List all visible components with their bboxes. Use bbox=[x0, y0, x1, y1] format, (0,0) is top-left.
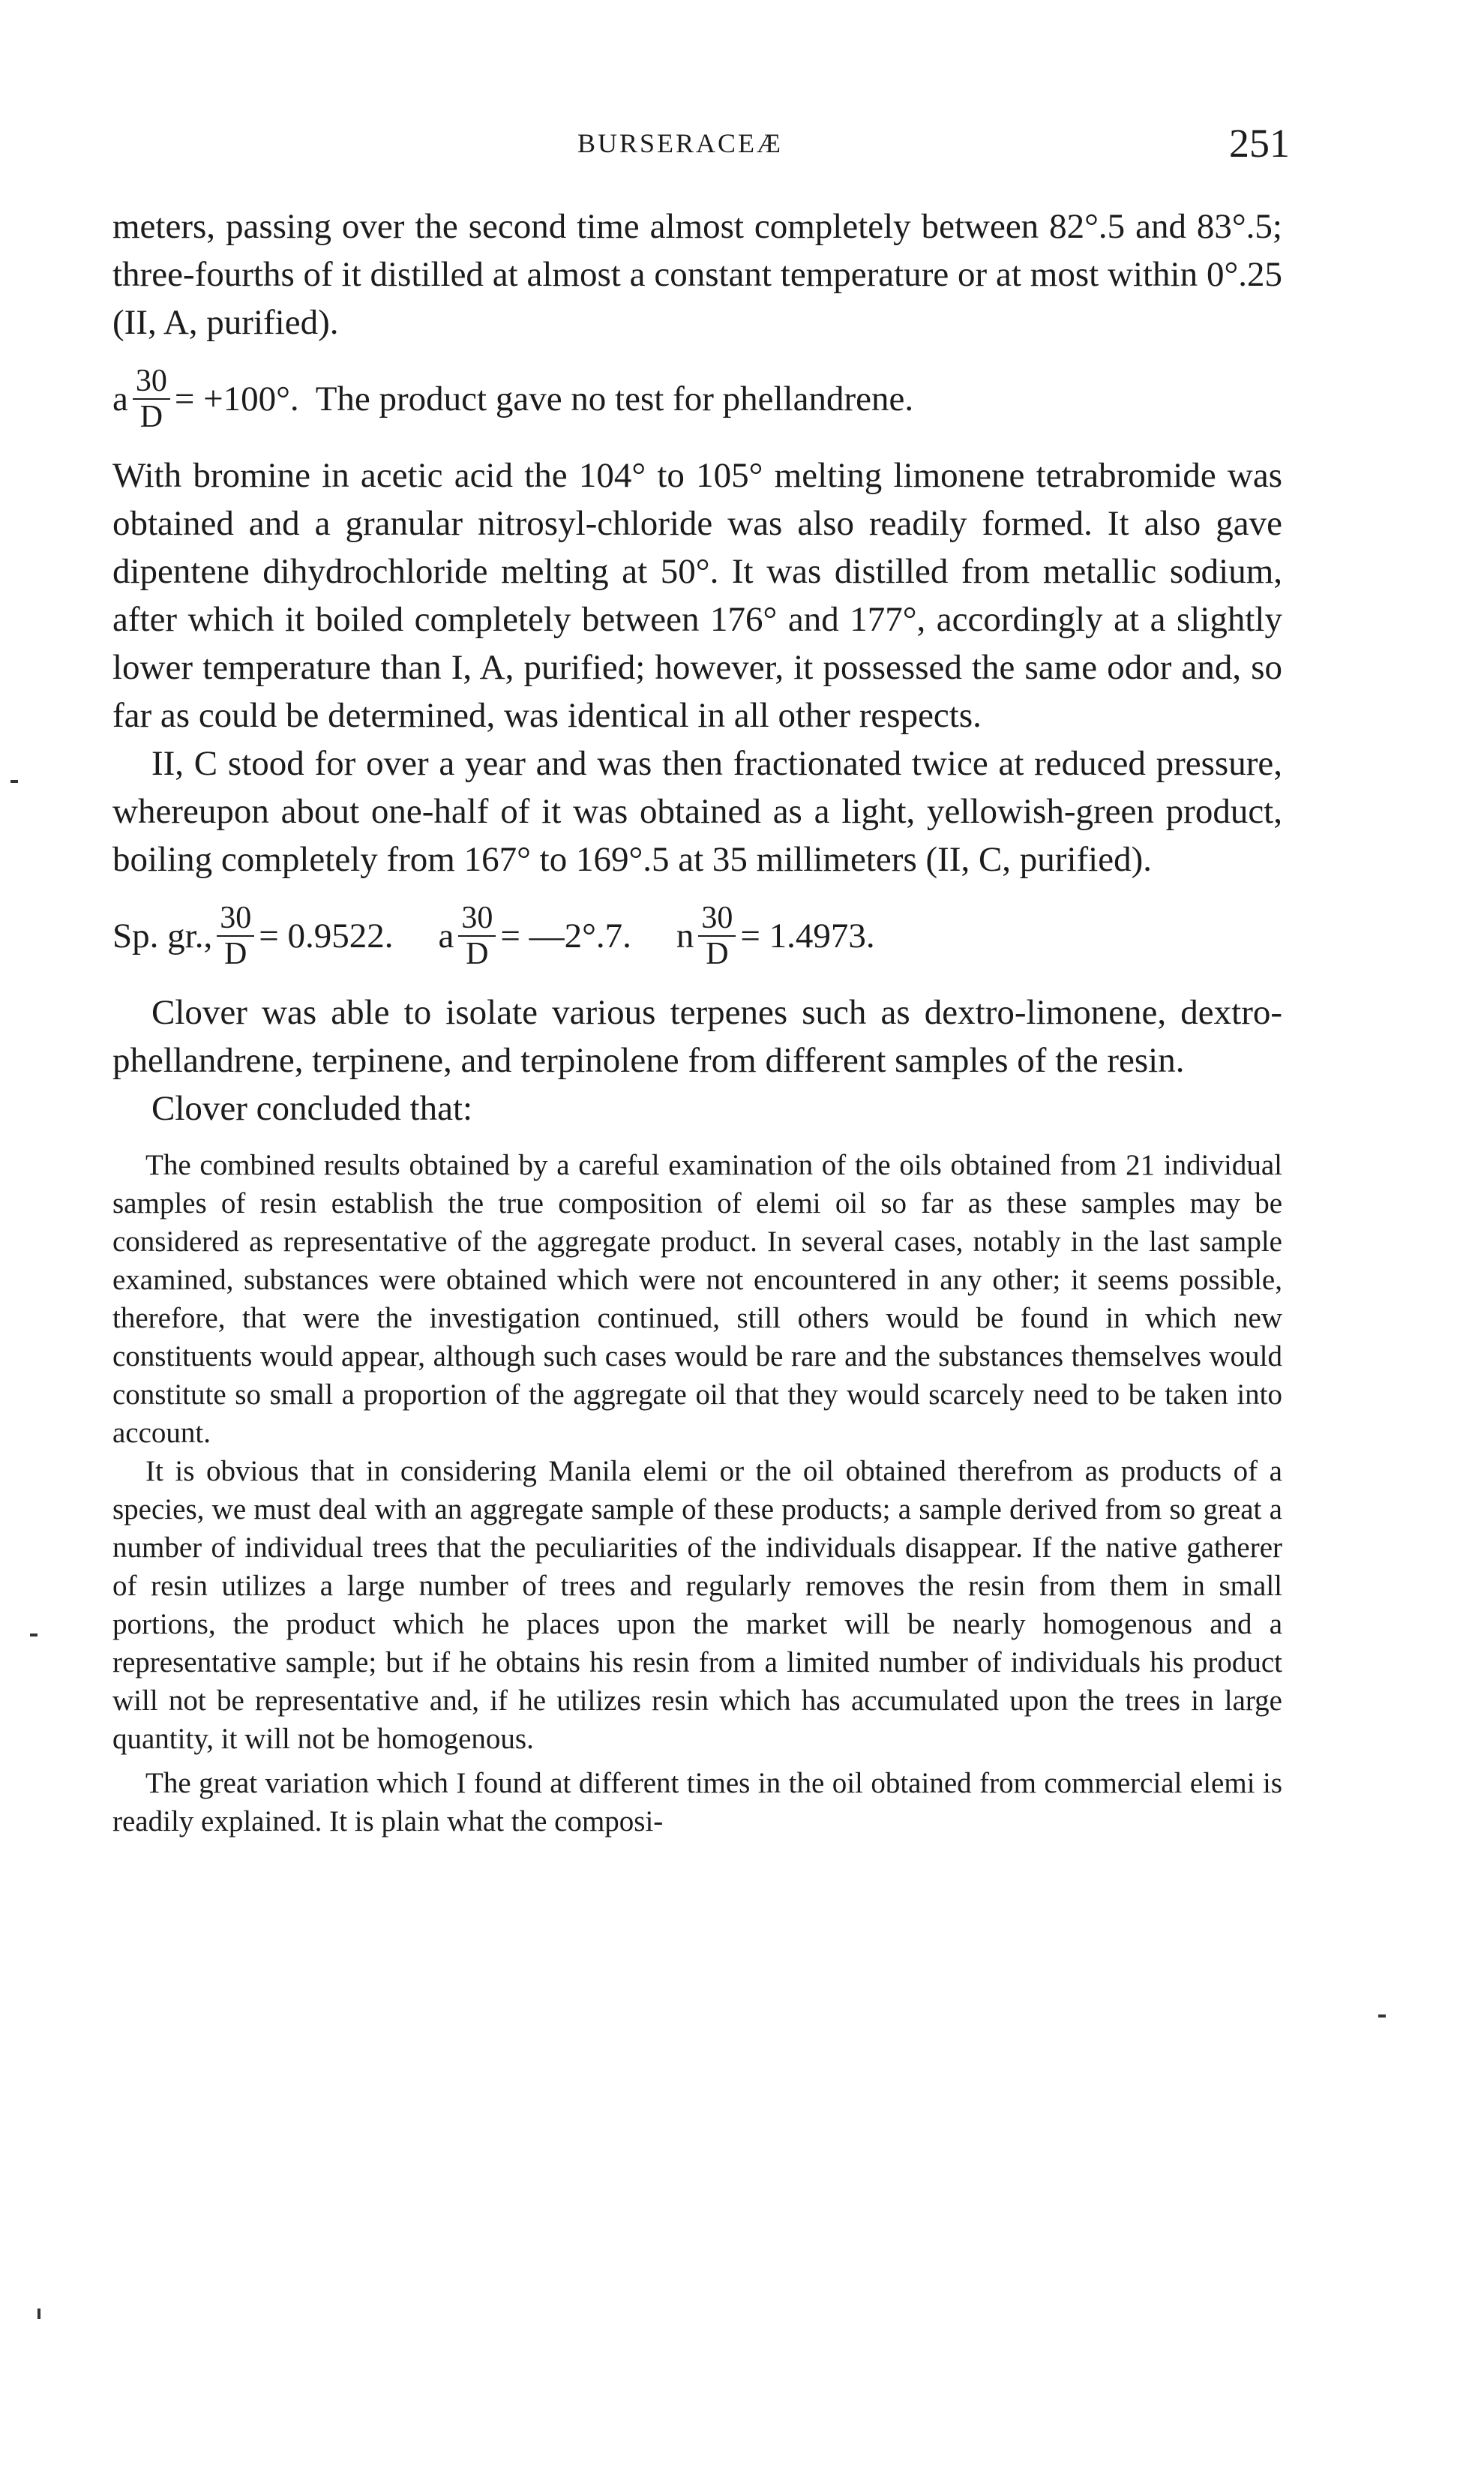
margin-mark bbox=[10, 780, 18, 783]
margin-mark bbox=[1378, 2014, 1386, 2018]
ri-numerator: 30 bbox=[698, 902, 736, 937]
quotation-paragraph-1: The combined results obtained by a careful examination of the oils obtained from 21 individual samples of resin establish the true composition of elemi oil so far as these samples may be considered as representative of the aggregate product. In several cases, notably in the last sample examined, substances were obtained which were not encountered in any other; it seems possible, therefore, that were the investigation continued, still others would be found in which new constituents would appear, although such cases would be rare and the substances themselves would constitute so small a proportion of the aggregate oil that they would scarcely need to be taken into account. bbox=[112, 1149, 1282, 1449]
eq1-prefix: a bbox=[112, 380, 128, 418]
paragraph-5: Clover concluded that: bbox=[151, 1089, 473, 1128]
rotation-prefix: a bbox=[438, 916, 454, 956]
refractive-index-fraction bbox=[698, 902, 736, 970]
section-title: BURSERACEÆ bbox=[577, 128, 784, 158]
rotation-denominator: D bbox=[466, 937, 489, 971]
specific-gravity-value: = 0.9522. bbox=[259, 916, 394, 956]
page-number: 251 bbox=[1229, 121, 1290, 166]
rotation-value: = —2°.7. bbox=[500, 916, 631, 956]
refractive-index-value: = 1.4973. bbox=[740, 916, 875, 956]
eq1-text: The product gave no test for phellandrene. bbox=[315, 380, 914, 418]
eq1-fraction bbox=[133, 365, 170, 433]
quotation-paragraph-2: It is obvious that in considering Manila elemi or the oil obtained therefrom as products of a species, we must deal with an aggregate sample of these products; a sample derived from so great a number of individual trees that the peculiarities of the individuals disappear. If the native gatherer of resin utilizes a large number of trees and regularly removes the resin from them in small portions, the product which he places upon the market will be nearly homogenous and a representative sample; but if he obtains his resin from a limited number of individuals his product will not be representative and, if he utilizes resin which has accumulated upon the trees in large quantity, it will not be homogenous. bbox=[112, 1455, 1282, 1755]
eq1-value: = +100°. bbox=[174, 380, 299, 418]
running-head bbox=[112, 120, 1290, 172]
specific-gravity-prefix: Sp. gr., bbox=[112, 916, 213, 956]
margin-mark bbox=[37, 2308, 40, 2319]
paragraph-2: With bromine in acetic acid the 104° to 105° melting limonene tetrabromide was obtained and a granular nitrosyl-chloride was also readily formed. It also gave dipentene dihydrochloride melting at 50°. It was distilled from metallic sodium, after which it boiled completely between 176° and 177°, accordingly at a slightly lower temperature than I, A, purified; however, it possessed the same odor and, so far as could be determined, was identical in all other respects. bbox=[112, 456, 1282, 735]
constants-equation bbox=[112, 891, 1282, 981]
paragraph-3: II, C stood for over a year and was then fractionated twice at reduced pressure, whereupon about one-half of it was obtained as a light, yellowish-green product, boiling completely from 167° to 169°.5 at 35 millimeters (II, C, purified). bbox=[112, 744, 1282, 879]
sg-numerator: 30 bbox=[217, 902, 254, 937]
page-body bbox=[112, 202, 1282, 1840]
ri-denominator: D bbox=[706, 937, 729, 971]
paragraph-4: Clover was able to isolate various terpenes such as dextro-limonene, dextro-phellandrene, terpinene, and terpinolene from different samples of the resin. bbox=[112, 993, 1282, 1080]
eq1-numerator: 30 bbox=[133, 365, 170, 400]
rotation-fraction bbox=[458, 902, 496, 970]
specific-gravity-fraction bbox=[217, 902, 254, 970]
eq1-denominator: D bbox=[139, 400, 163, 434]
rotation-numerator: 30 bbox=[458, 902, 496, 937]
paragraph-1: meters, passing over the second time almost completely between 82°.5 and 83°.5; three-fourths of it distilled at almost a constant temperature or at most within 0°.25 (II, A, purified). bbox=[112, 207, 1282, 342]
sg-denominator: D bbox=[224, 937, 247, 971]
quotation-paragraph-3: The great variation which I found at different times in the oil obtained from commercial elemi is readily explained. It is plain what the composi- bbox=[112, 1767, 1282, 1838]
refractive-index-prefix: n bbox=[676, 916, 694, 956]
rotation-equation bbox=[112, 354, 1282, 444]
margin-mark bbox=[30, 1634, 37, 1636]
